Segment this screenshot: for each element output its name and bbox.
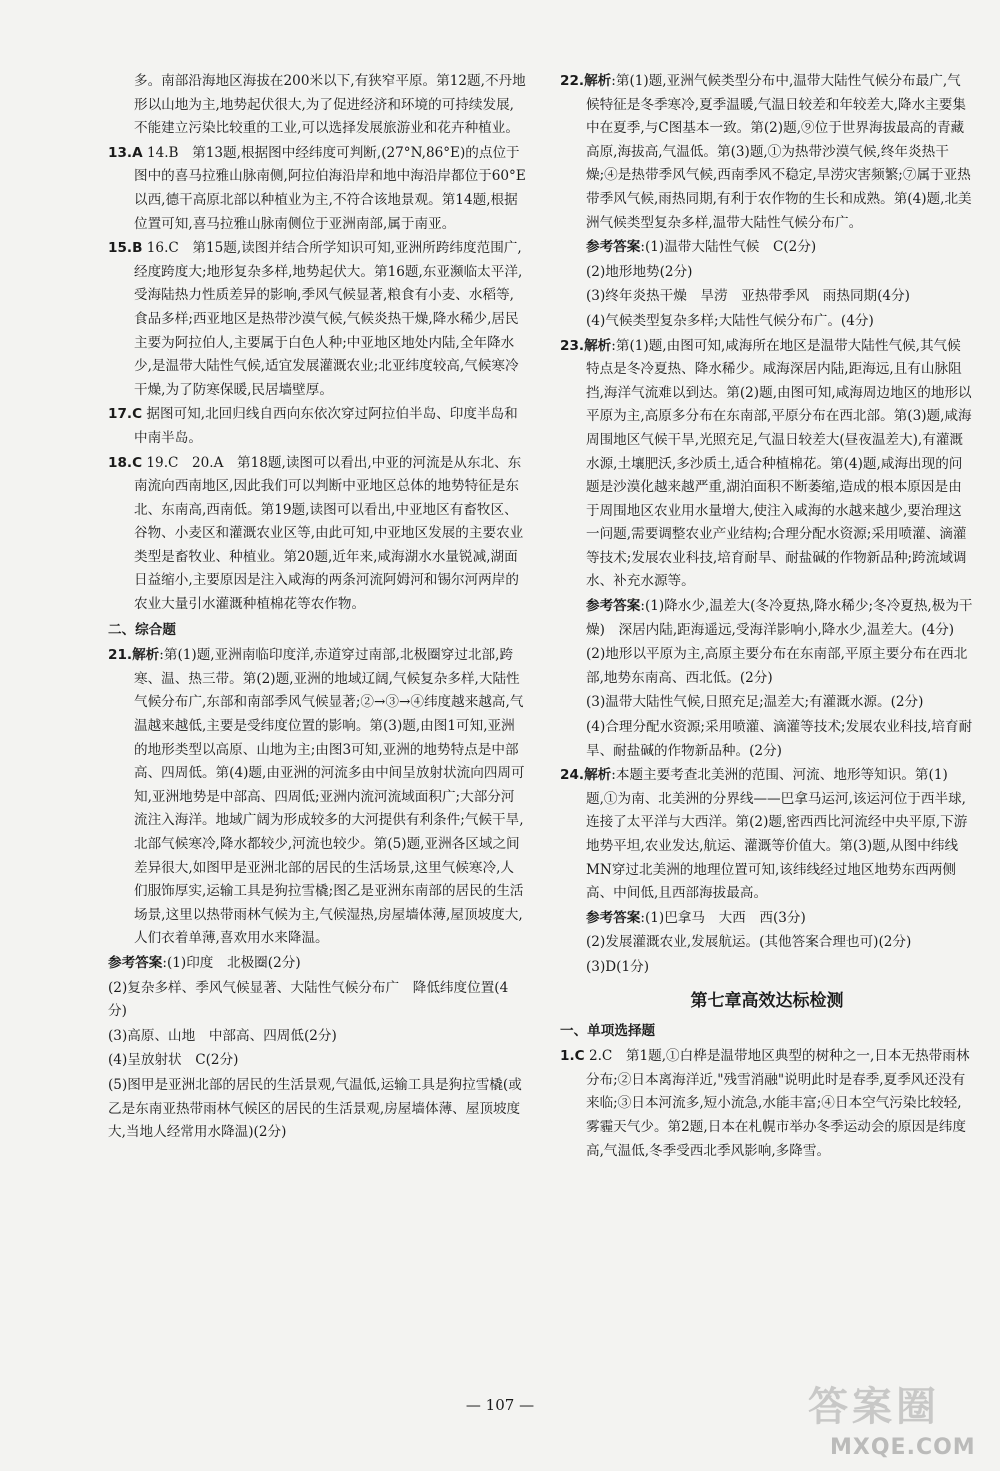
question-number: 22.: [560, 73, 585, 89]
answer-text: 14.B 第13题,根据图中经纬度可判断,(27°N,86°E)的点位于图中的喜马拉雅山脉南侧,阿拉伯海沿岸和地中海沿岸都位于60°E以西,德干高原北部以种植业为主,不符合该地景观。第14题,根据位置可知,喜马拉雅山脉南侧位于亚洲南部,属于南亚。: [134, 144, 526, 232]
answer-line: (3)终年炎热干燥 旱涝 亚热带季风 雨热同期(4分): [586, 288, 910, 305]
answer-line: (5)图甲是亚洲北部的居民的生活景观,气温低,运输工具是狗拉雪橇(或乙是东南亚热带雨林气候区的居民的生活景观,房屋墙体薄、屋顶坡度大,当地人经常用水降温)(2分): [108, 1076, 522, 1141]
question-number: 1.C: [560, 1048, 585, 1065]
analysis-label: 解析: [132, 647, 160, 664]
question-18-20: [108, 452, 526, 617]
question-21: [108, 644, 526, 951]
answer-line: (2)发展灌溉农业,发展航运。(其他答案合理也可)(2分): [586, 934, 912, 951]
answer-line: (2)复杂多样、季风气候显著、大陆性气候分布广 降低纬度位置(4分): [108, 979, 509, 1020]
question-number: 15.B: [108, 240, 143, 257]
reference-answer-label: 参考答案: [586, 909, 641, 926]
question-number: 18.C: [108, 454, 143, 471]
answer-line: (4)呈放射状 C(2分): [108, 1052, 239, 1069]
reference-answer-label: 参考答案: [108, 954, 163, 971]
question-24: [560, 764, 974, 906]
answer-line: 参考答案:(1)温带大陆性气候 C(2分): [586, 239, 817, 256]
analysis-text: :第(1)题,亚洲南临印度洋,赤道穿过南部,北极圈穿过北部,跨寒、温、热三带。第(2)题,亚洲的地域辽阔,气候复杂多样,大陆性气候分布广,东部和南部季风气候显著;②→③→④纬度越来越高,气温越来越低,主要是受纬度位置的影响。第(3)题,由图1可知,亚洲的地形类型以高原、山地为主;由图3可知,亚洲的地势特点是中部高、四周低。第(4)题,由亚洲的河流多由中间呈放射状流向四周可知,亚洲地势是中部高、四周低;亚洲内流河流域面积广;大部分河流注入海洋。地域广阔为形成较多的大河提供有利条件;气候干旱,北部气候寒冷,降水都较少,河流也较少。第(5)题,亚洲各区域之间差异很大,如图甲是亚洲北部的居民的生活场景,这里气候寒冷,人们服饰厚实,运输工具是狗拉雪橇;图乙是亚洲东南部的居民的生活场景,这里以热带雨林气候为主,气候湿热,房屋墙体薄,屋顶坡度大,人们衣着单薄,喜欢用水来降温。: [134, 647, 525, 947]
analysis-text: :本题主要考查北美洲的范围、河流、地形等知识。第(1)题,①为南、北美洲的分界线——巴拿马运河,该运河位于西半球,连接了太平洋与大西洋。第(2)题,密西西比河流经中央平原,下游地势平坦,农业发达,航运、灌溉等价值大。第(3)题,从图中纬线MN穿过北美洲的地理位置可知,该纬线经过地区地势东西两侧高、中间低,且西部海拔最高。: [586, 767, 968, 902]
watermark-text-cn: 答案圈: [808, 1384, 940, 1430]
answer-line: (3)D(1分): [586, 958, 650, 975]
answer-line: (3)高原、山地 中部高、四周低(2分): [108, 1027, 337, 1044]
paragraph-continued: 多。南部沿海地区海拔在200米以下,有狭窄平原。第12题,不丹地形以山地为主,地势起伏很大,为了促进经济和环境的可持续发展,不能建立污染比较重的工业,可以选择发展旅游业和花卉种植业。: [134, 73, 526, 137]
question-15-16: [108, 237, 526, 402]
answer-text: 16.C 第15题,读图并结合所学知识可知,亚洲所跨纬度范围广,经度跨度大;地形复杂多样,地势起伏大。第16题,东亚濒临太平洋,受海陆热力性质差异的影响,季风气候显著,粮食有小麦、水稻等,食品多样;西亚地区是热带沙漠气候,气候炎热干燥,降水稀少,居民主要为阿拉伯人,主要属于白色人种;中亚地区地处内陆,全年降水少,是温带大陆性气候,适宜发展灌溉农业;北亚纬度较高,气候寒冷干燥,为了防寒保暖,民居墙壁厚。: [134, 240, 523, 398]
analysis-label: 解析: [584, 73, 612, 89]
answer-line: (2)地形以平原为主,高原主要分布在东南部,平原主要分布在西北部,地势东南高、西北低。(2分): [586, 646, 968, 686]
left-column: [108, 70, 526, 1146]
answer-line: 参考答案:(1)印度 北极圈(2分): [108, 954, 301, 971]
page-number: — 107 —: [465, 1396, 535, 1414]
answer-text: 据图可知,北回归线自西向东依次穿过阿拉伯半岛、印度半岛和中南半岛。: [134, 406, 518, 446]
question-number: 21.: [108, 647, 133, 664]
section-heading-comprehensive: 二、综合题: [108, 621, 176, 638]
chapter-title: 第七章高效达标检测: [690, 990, 844, 1011]
answer-line: 参考答案:(1)巴拿马 大西 西(3分): [586, 909, 806, 926]
section-heading-single-choice: 一、单项选择题: [560, 1022, 656, 1039]
watermark-logo: [808, 1378, 978, 1464]
answer-line: 参考答案:(1)降水少,温差大(冬冷夏热,降水稀少;冬冷夏热,极为干燥) 深居内陆,距海遥远,受海洋影响小,降水少,温差大。(4分): [586, 598, 973, 638]
answer-line: (3)温带大陆性气候,日照充足;温差大;有灌溉水源。(2分): [586, 694, 924, 711]
analysis-label: 解析: [584, 337, 612, 354]
question-23: [560, 335, 974, 595]
analysis-text: :第(1)题,由图可知,咸海所在地区是温带大陆性气候,其气候特点是冬冷夏热、降水稀少。咸海深居内陆,距海远,且有山脉阻挡,海洋气流难以到达。第(2)题,由图可知,咸海周边地区的地形以平原为主,高原多分布在东南部,平原分布在西北部。第(3)题,咸海周围地区气候干旱,光照充足,气温日较差大(昼夜温差大),有灌溉水源,土壤肥沃,多沙质土,适合种植棉花。第(4)题,咸海出现的问题是沙漠化越来越严重,湖泊面积不断萎缩,造成的根本原因是由于周围地区农业用水量增大,使注入咸海的水越来越少,要治理这一问题,需要调整农业产业结构;合理分配水资源;采用喷灌、滴灌等技术;发展农业科技,培育耐旱、耐盐碱的作物新品种;跨流域调水、补充水源等。: [586, 337, 972, 590]
question-number: 24.: [560, 767, 585, 784]
question-1-2: [560, 1045, 974, 1163]
answer-line: (4)气候类型复杂多样;大陆性气候分布广。(4分): [586, 312, 874, 329]
right-column: [560, 70, 974, 1164]
question-number: 23.: [560, 337, 585, 354]
answer-line: (4)合理分配水资源;采用喷灌、滴灌等技术;发展农业科技,培育耐旱、耐盐碱的作物新品种。(2分): [586, 719, 973, 759]
reference-answer-label: 参考答案: [586, 239, 641, 256]
analysis-text: :第(1)题,亚洲气候类型分布中,温带大陆性气候分布最广,气候特征是冬季寒冷,夏季温暖,气温日较差和年较差大,降水主要集中在夏季,与C图基本一致。第(2)题,⑨位于世界海拔最高的青藏高原,海拔高,气温低。第(3)题,①为热带沙漠气候,终年炎热干燥;④是热带季风气候,西南季风不稳定,旱涝灾害频繁;⑦属于亚热带季风气候,雨热同期,有利于农作物的生长和成熟。第(4)题,北美洲气候类型复杂多样,温带大陆性气候分布广。: [586, 73, 972, 231]
watermark-text-en: MXQE.COM: [830, 1435, 976, 1460]
question-22: [560, 70, 974, 235]
answer-line: (2)地形地势(2分): [586, 263, 693, 280]
reference-answer-label: 参考答案: [586, 598, 641, 615]
question-number: 17.C: [108, 406, 143, 423]
question-17: [108, 403, 526, 450]
analysis-label: 解析: [584, 767, 612, 784]
answer-text: 2.C 第1题,①白桦是温带地区典型的树种之一,日本无热带雨林分布;②日本离海洋近,"残雪消融"说明此时是春季,夏季风还没有来临;③日本河流多,短小流急,水能丰富;④日本空气污染比较轻,雾霾天气少。第2题,日本在札幌市举办冬季运动会的原因是纬度高,气温低,冬季受西北季风影响,多降雪。: [586, 1048, 970, 1159]
question-number: 13.A: [108, 144, 143, 161]
question-13-14: [108, 142, 526, 236]
answer-text: 19.C 20.A 第18题,读图可以看出,中亚的河流是从东北、东南流向西南地区,因此我们可以判断中亚地区总体的地势特征是东北、东南高,西南低。第19题,读图可以看出,中亚地区有畜牧区、谷物、小麦区和灌溉农业区等,由此可知,中亚地区发展的主要农业类型是畜牧业、种植业。第20题,近年来,咸海湖水水量锐减,湖面日益缩小,主要原因是注入咸海的两条河流阿姆河和锡尔河两岸的农业大量引水灌溉种植棉花等农作物。: [134, 454, 524, 613]
